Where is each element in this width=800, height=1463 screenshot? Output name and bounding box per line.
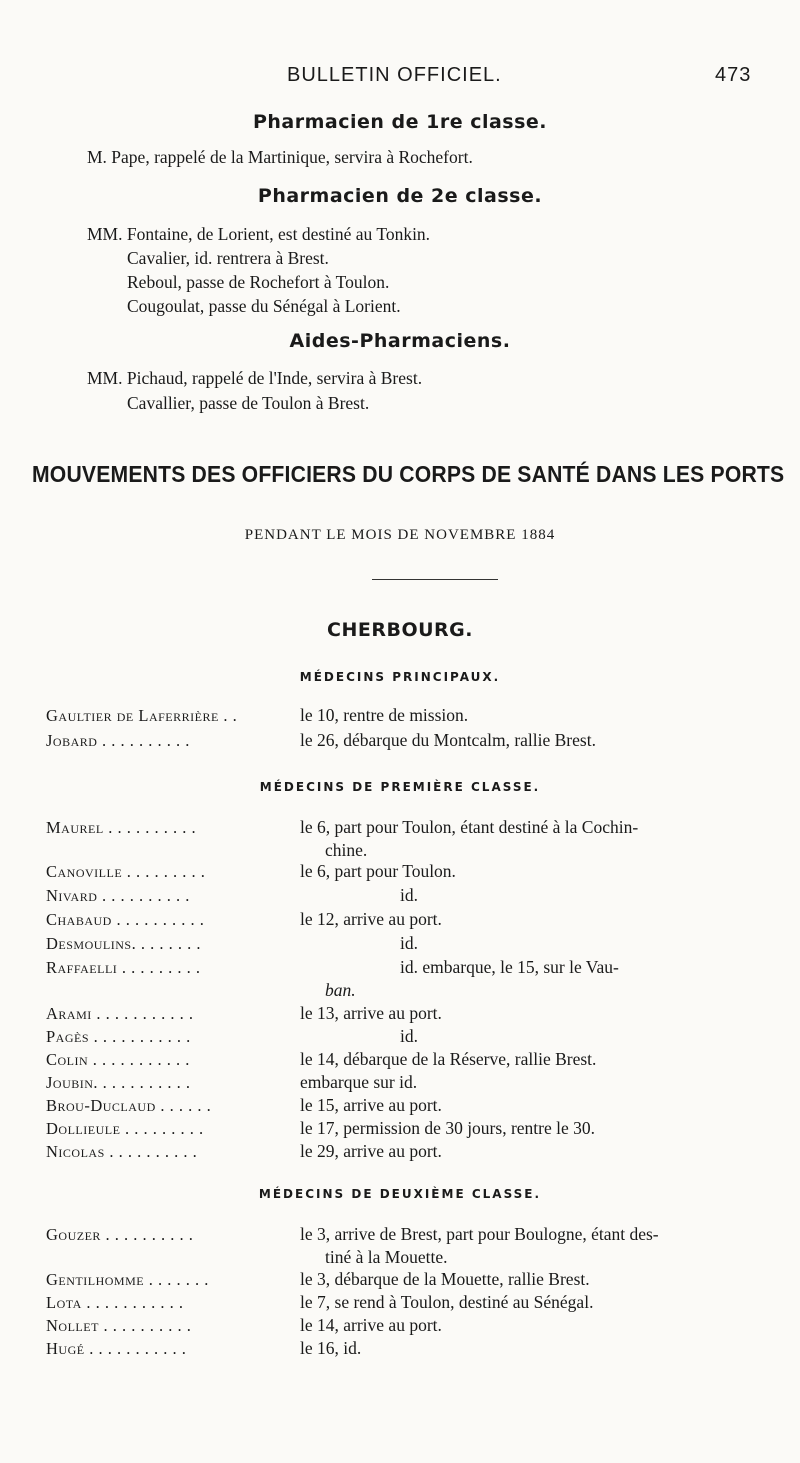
officer-name: Colin . . . . . . . . . . . bbox=[46, 1050, 190, 1069]
officer-entry-cont: chine. bbox=[325, 840, 368, 860]
page-number: 473 bbox=[715, 64, 752, 86]
officer-name: Gaultier de Laferrière . . bbox=[46, 706, 238, 725]
text-line: MM. Fontaine, de Lorient, est destiné au Tonkin. bbox=[87, 224, 431, 244]
officer-name: Hugé . . . . . . . . . . . bbox=[46, 1339, 187, 1358]
officer-entry: le 15, arrive au port. bbox=[300, 1095, 442, 1115]
officer-name: Desmoulins. . . . . . . . bbox=[46, 934, 201, 953]
officer-entry: le 12, arrive au port. bbox=[300, 909, 442, 929]
officer-name: Gouzer . . . . . . . . . . bbox=[46, 1225, 194, 1244]
officer-entry: le 14, arrive au port. bbox=[300, 1315, 442, 1335]
officer-entry: le 10, rentre de mission. bbox=[300, 705, 469, 725]
officer-entry-cont: tiné à la Mouette. bbox=[325, 1247, 448, 1267]
main-title: MOUVEMENTS DES OFFICIERS DU CORPS DE SANTÉ DANS LES PORTS bbox=[32, 461, 785, 487]
officer-entry: id. bbox=[400, 885, 418, 905]
period-subtitle: PENDANT LE MOIS DE NOVEMBRE 1884 bbox=[244, 527, 556, 543]
text-line: Cavallier, passe de Toulon à Brest. bbox=[127, 393, 370, 413]
officer-entry: le 13, arrive au port. bbox=[300, 1003, 442, 1023]
officer-name: Brou-Duclaud . . . . . . bbox=[46, 1096, 212, 1115]
officer-name: Nollet . . . . . . . . . . bbox=[46, 1316, 192, 1335]
officer-name: Gentilhomme . . . . . . . bbox=[46, 1270, 209, 1289]
officer-entry: le 3, débarque de la Mouette, rallie Brest. bbox=[300, 1269, 590, 1289]
officer-name: Pagès . . . . . . . . . . . bbox=[46, 1027, 191, 1046]
officer-name: Lota . . . . . . . . . . . bbox=[46, 1293, 184, 1312]
officer-name: Nivard . . . . . . . . . . bbox=[46, 886, 190, 905]
officer-name: Raffaelli . . . . . . . . . bbox=[46, 958, 201, 977]
officer-entry: le 6, part pour Toulon. bbox=[300, 861, 456, 881]
divider bbox=[372, 579, 498, 580]
officer-entry: le 17, permission de 30 jours, rentre le 30. bbox=[300, 1118, 596, 1138]
running-header: BULLETIN OFFICIEL. bbox=[287, 64, 502, 86]
text-line: MM. Pichaud, rappelé de l'Inde, servira à Brest. bbox=[87, 368, 423, 388]
officer-name: Arami . . . . . . . . . . . bbox=[46, 1004, 194, 1023]
section-heading-pharm2: Pharmacien de 2e classe. bbox=[257, 185, 543, 207]
officer-entry: id. bbox=[400, 1026, 418, 1046]
section-heading-pharm1: Pharmacien de 1re classe. bbox=[252, 111, 548, 133]
text-line: M. Pape, rappelé de la Martinique, servira à Rochefort. bbox=[87, 147, 473, 167]
officer-name: Canoville . . . . . . . . . bbox=[46, 862, 206, 881]
officer-name: Dollieule . . . . . . . . . bbox=[46, 1119, 204, 1138]
subsection-heading: MÉDECINS DE PREMIÈRE CLASSE. bbox=[259, 780, 541, 794]
officer-name: Maurel . . . . . . . . . . bbox=[46, 818, 197, 837]
text-line: Cavalier, id. rentrera à Brest. bbox=[127, 248, 329, 268]
text-line: Reboul, passe de Rochefort à Toulon. bbox=[127, 272, 390, 292]
officer-name: Chabaud . . . . . . . . . . bbox=[46, 910, 205, 929]
section-heading-aides: Aides-Pharmaciens. bbox=[289, 330, 511, 352]
officer-name: Nicolas . . . . . . . . . . bbox=[46, 1142, 198, 1161]
officer-name: Joubin. . . . . . . . . . . bbox=[46, 1073, 191, 1092]
officer-entry: id. bbox=[400, 933, 418, 953]
officer-entry: le 26, débarque du Montcalm, rallie Brest. bbox=[300, 730, 596, 750]
subsection-heading: MÉDECINS DE DEUXIÈME CLASSE. bbox=[258, 1187, 542, 1201]
officer-entry-cont: ban. bbox=[325, 980, 356, 1000]
officer-name: Jobard . . . . . . . . . . bbox=[46, 731, 190, 750]
text-line: Cougoulat, passe du Sénégal à Lorient. bbox=[127, 296, 401, 316]
officer-entry: le 7, se rend à Toulon, destiné au Sénégal. bbox=[300, 1292, 594, 1312]
officer-entry: le 29, arrive au port. bbox=[300, 1141, 442, 1161]
subsection-heading: MÉDECINS PRINCIPAUX. bbox=[299, 670, 501, 684]
officer-entry: embarque sur id. bbox=[300, 1072, 418, 1092]
officer-entry: le 6, part pour Toulon, étant destiné à la Cochin- bbox=[300, 817, 639, 837]
port-heading: CHERBOURG. bbox=[327, 619, 473, 641]
officer-entry: id. embarque, le 15, sur le Vau- bbox=[400, 957, 619, 977]
officer-entry: le 14, débarque de la Réserve, rallie Brest. bbox=[300, 1049, 597, 1069]
officer-entry: le 16, id. bbox=[300, 1338, 362, 1358]
officer-entry: le 3, arrive de Brest, part pour Boulogne, étant des- bbox=[300, 1224, 659, 1244]
